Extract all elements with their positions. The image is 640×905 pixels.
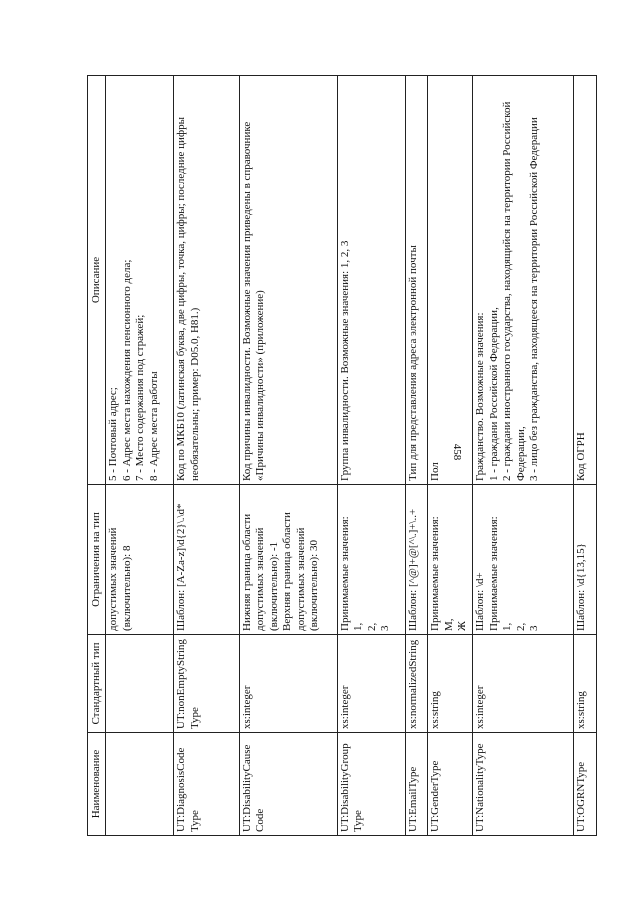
cell-constraints xyxy=(428,485,473,635)
table-row xyxy=(337,76,405,836)
cell-description-line: 1 - граждани Российской Федерации, xyxy=(487,307,500,481)
cell-name xyxy=(106,733,174,836)
cell-standard-type xyxy=(337,635,405,733)
cell-description-line: Тип для представления адреса электронной почты xyxy=(406,245,419,481)
cell-constraints xyxy=(106,485,174,635)
cell-standard-type-line: xs:integer xyxy=(474,685,487,729)
cell-constraints-line: Принимаемые значения: xyxy=(338,516,351,631)
cell-constraints-line: 2, xyxy=(514,622,527,631)
cell-constraints-line: Шаблон: [^@]+@[^\.]+\..+ xyxy=(406,508,419,631)
cell-constraints-line: 3 xyxy=(528,625,541,631)
cell-description-line: Гражданство. Возможные значения: xyxy=(474,312,487,481)
table-rotated-container xyxy=(87,76,597,836)
cell-standard-type xyxy=(106,635,174,733)
cell-standard-type xyxy=(574,635,597,733)
cell-description-line: Код ОГРН xyxy=(575,432,588,481)
cell-constraints-line: Шаблон: \d{13,15} xyxy=(575,543,588,631)
header-name: Наименование xyxy=(88,733,106,836)
cell-description-line: Код причины инвалидности. Возможные значения приведены в справочнике «Причины инвалидности» (приложение) xyxy=(240,121,267,481)
cell-description-line: Код по МКБ10 (латинская буква, две цифры, точка, цифры; последние цифры необязательны; пример: D05.0, H81.) xyxy=(175,117,201,481)
cell-constraints-line: (включительно): 8 xyxy=(120,545,133,631)
cell-constraints-line: Принимаемые значения: xyxy=(429,516,442,631)
cell-standard-type-line: xs:normalizedString xyxy=(406,639,419,729)
cell-description-line: 8 - Адрес места работы xyxy=(147,371,160,481)
cell-constraints-line: Ж xyxy=(456,621,469,631)
cell-standard-type-line: xs:integer xyxy=(338,685,351,729)
table-body xyxy=(106,76,597,836)
table-row xyxy=(473,76,574,836)
cell-constraints-line: 1, xyxy=(501,622,514,631)
cell-constraints-line: М, xyxy=(442,618,455,631)
cell-constraints-line: допустимых значений xyxy=(107,527,119,631)
cell-name xyxy=(337,733,405,836)
spec-table xyxy=(87,75,597,836)
cell-description xyxy=(428,76,473,485)
cell-name-line: UT:OGRNType xyxy=(575,761,588,832)
cell-standard-type xyxy=(405,635,428,733)
cell-standard-type-line: xs:string xyxy=(575,691,588,729)
cell-description xyxy=(337,76,405,485)
cell-description-line: Пол xyxy=(429,462,442,481)
cell-constraints-line: 1, xyxy=(352,622,365,631)
cell-name-line: UT:DiagnosisCode Type xyxy=(175,747,201,832)
cell-name-line: UT:EmailType xyxy=(406,766,419,832)
table-row xyxy=(428,76,473,836)
cell-constraints-line: 2, xyxy=(365,622,378,631)
cell-description-line: 6 - Адрес места нахождения пенсионного дела; xyxy=(120,259,133,481)
table-row xyxy=(174,76,240,836)
table-row xyxy=(239,76,337,836)
cell-description-line: 5 - Почтовый адрес; xyxy=(107,387,119,481)
table-row xyxy=(106,76,174,836)
cell-description xyxy=(239,76,337,485)
page-number: 458 xyxy=(451,443,463,461)
cell-description-line: 2 - граждани иностранного государства, находящийся на территории Российской Федерации, xyxy=(501,101,527,481)
cell-name-line: UT:NationalityType xyxy=(474,743,487,832)
cell-constraints xyxy=(473,485,574,635)
cell-standard-type-line: xs:integer xyxy=(240,685,253,729)
cell-description xyxy=(106,76,174,485)
cell-description-line: Группа инвалидности. Возможные значения: 1, 2, 3 xyxy=(338,240,351,481)
table-header-row xyxy=(88,76,106,836)
cell-name xyxy=(174,733,240,836)
cell-name xyxy=(405,733,428,836)
cell-description xyxy=(574,76,597,485)
cell-description-line: 3 - лицо без гражданства, находящееся на территории Российской Федерации xyxy=(528,117,541,481)
cell-name xyxy=(428,733,473,836)
header-standard-type: Стандартный тип xyxy=(88,635,106,733)
cell-standard-type xyxy=(473,635,574,733)
cell-constraints-line: Принимаемые значения: xyxy=(487,516,500,631)
cell-description xyxy=(405,76,428,485)
table-row xyxy=(574,76,597,836)
cell-standard-type xyxy=(239,635,337,733)
cell-description-line: 7 - Место содержания под стражей; xyxy=(134,314,146,481)
cell-constraints xyxy=(574,485,597,635)
cell-constraints-line: Верхняя граница области допустимых значений (включительно): 30 xyxy=(281,512,321,631)
header-constraints: Ограничения на тип xyxy=(88,485,106,635)
cell-standard-type-line: xs:string xyxy=(429,691,442,729)
cell-constraints xyxy=(174,485,240,635)
cell-constraints-line: 3 xyxy=(379,625,392,631)
cell-constraints xyxy=(239,485,337,635)
cell-name-line: UT:DisabilityCause Code xyxy=(240,744,267,832)
cell-name xyxy=(239,733,337,836)
cell-description xyxy=(174,76,240,485)
cell-standard-type xyxy=(428,635,473,733)
cell-standard-type-line: UT:nonEmptyString Type xyxy=(175,639,201,729)
cell-name-line: UT:DisabilityGroup Type xyxy=(338,743,365,832)
cell-name-line: UT:GenderType xyxy=(429,760,442,832)
cell-constraints-line: Шаблон: \d+ xyxy=(474,572,487,631)
cell-constraints xyxy=(337,485,405,635)
cell-constraints xyxy=(405,485,428,635)
cell-name xyxy=(473,733,574,836)
header-description: Описание xyxy=(88,76,106,485)
cell-constraints-line: Шаблон: [A-Za-z]\d{2}\.\d* xyxy=(175,503,187,631)
cell-description xyxy=(473,76,574,485)
cell-constraints-line: Нижняя граница области допустимых значений (включительно): -1 xyxy=(240,513,280,631)
cell-standard-type xyxy=(174,635,240,733)
cell-name xyxy=(574,733,597,836)
table-row xyxy=(405,76,428,836)
